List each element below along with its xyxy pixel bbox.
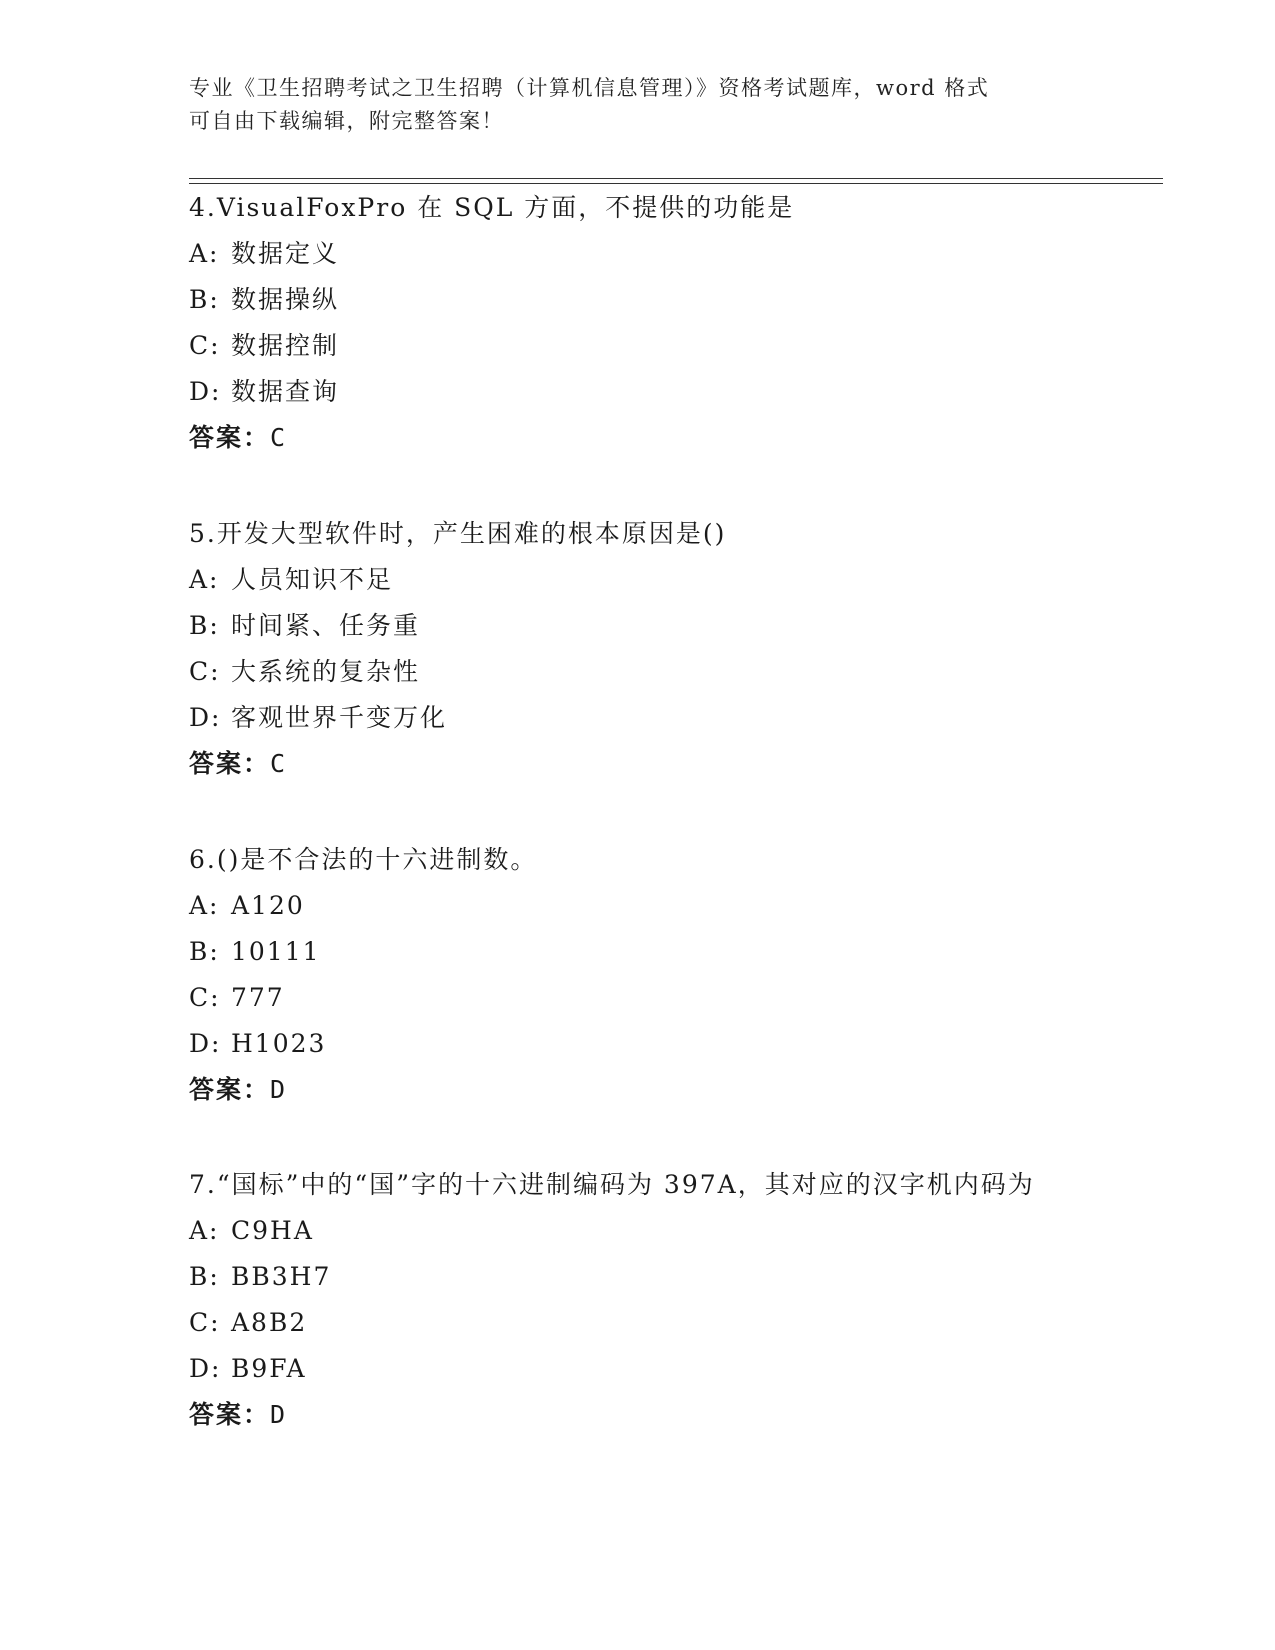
option-text: BB3H7 — [231, 1262, 332, 1291]
option-c — [189, 323, 1089, 369]
answer-line — [189, 1392, 1089, 1438]
option-letter: B: — [189, 611, 220, 640]
option-b — [189, 1254, 1089, 1300]
option-text: C9HA — [231, 1216, 314, 1245]
answer-label: 答案： — [189, 1400, 271, 1429]
option-d — [189, 1346, 1089, 1392]
option-text: 客观世界千变万化 — [231, 703, 448, 732]
option-text: A8B2 — [231, 1308, 308, 1337]
option-a — [189, 1208, 1089, 1254]
option-b — [189, 603, 1089, 649]
option-d — [189, 1021, 1089, 1067]
answer-line — [189, 741, 1089, 787]
option-letter: D: — [189, 1029, 222, 1058]
question-title: 6.()是不合法的十六进制数。 — [189, 845, 538, 874]
header-line-2: 可自由下载编辑，附完整答案！ — [189, 109, 504, 133]
option-letter: C: — [189, 983, 221, 1012]
question-title: 7.“国标”中的“国”字的十六进制编码为 397A，其对应的汉字机内码为 — [189, 1170, 1035, 1199]
option-letter: D: — [189, 1354, 222, 1383]
question-7 — [189, 1162, 1089, 1438]
answer-label: 答案： — [189, 749, 271, 778]
option-a — [189, 883, 1089, 929]
header-divider-bottom — [189, 183, 1163, 184]
option-letter: A: — [189, 239, 220, 268]
option-letter: C: — [189, 657, 221, 686]
option-text: 时间紧、任务重 — [231, 611, 421, 640]
option-text: 数据查询 — [231, 377, 340, 406]
option-letter: B: — [189, 937, 220, 966]
option-text: 10111 — [231, 937, 321, 966]
option-text: H1023 — [231, 1029, 327, 1058]
option-c — [189, 1300, 1089, 1346]
option-b — [189, 277, 1089, 323]
option-text: 大系统的复杂性 — [231, 657, 421, 686]
option-d — [189, 695, 1089, 741]
option-a — [189, 557, 1089, 603]
question-5 — [189, 511, 1089, 787]
header-line-1: 专业《卫生招聘考试之卫生招聘（计算机信息管理）》资格考试题库，word 格式 — [189, 76, 990, 100]
option-c — [189, 649, 1089, 695]
answer-line — [189, 415, 1089, 461]
option-text: 数据操纵 — [231, 285, 340, 314]
option-letter: C: — [189, 1308, 221, 1337]
header-divider-top — [189, 178, 1163, 179]
question-4 — [189, 185, 1089, 461]
answer-label: 答案： — [189, 423, 271, 452]
option-letter: D: — [189, 377, 222, 406]
option-text: B9FA — [231, 1354, 307, 1383]
option-text: A120 — [231, 891, 305, 920]
option-d — [189, 369, 1089, 415]
answer-line — [189, 1067, 1089, 1113]
answer-label: 答案： — [189, 1075, 271, 1104]
option-b — [189, 929, 1089, 975]
answer-value: C — [270, 423, 288, 452]
answer-value: D — [270, 1400, 288, 1429]
option-text: 数据控制 — [231, 331, 340, 360]
option-text: 人员知识不足 — [231, 565, 394, 594]
question-title: 4.VisualFoxPro 在 SQL 方面，不提供的功能是 — [189, 193, 795, 222]
question-6 — [189, 837, 1089, 1113]
answer-value: D — [270, 1075, 288, 1104]
answer-value: C — [270, 749, 288, 778]
option-letter: B: — [189, 285, 220, 314]
option-text: 777 — [231, 983, 285, 1012]
option-letter: A: — [189, 891, 220, 920]
option-letter: D: — [189, 703, 222, 732]
option-letter: A: — [189, 1216, 220, 1245]
option-letter: A: — [189, 565, 220, 594]
option-a — [189, 231, 1089, 277]
option-letter: B: — [189, 1262, 220, 1291]
option-text: 数据定义 — [231, 239, 340, 268]
option-letter: C: — [189, 331, 221, 360]
document-header — [189, 72, 1089, 138]
question-title: 5.开发大型软件时，产生困难的根本原因是() — [189, 519, 727, 548]
option-c — [189, 975, 1089, 1021]
